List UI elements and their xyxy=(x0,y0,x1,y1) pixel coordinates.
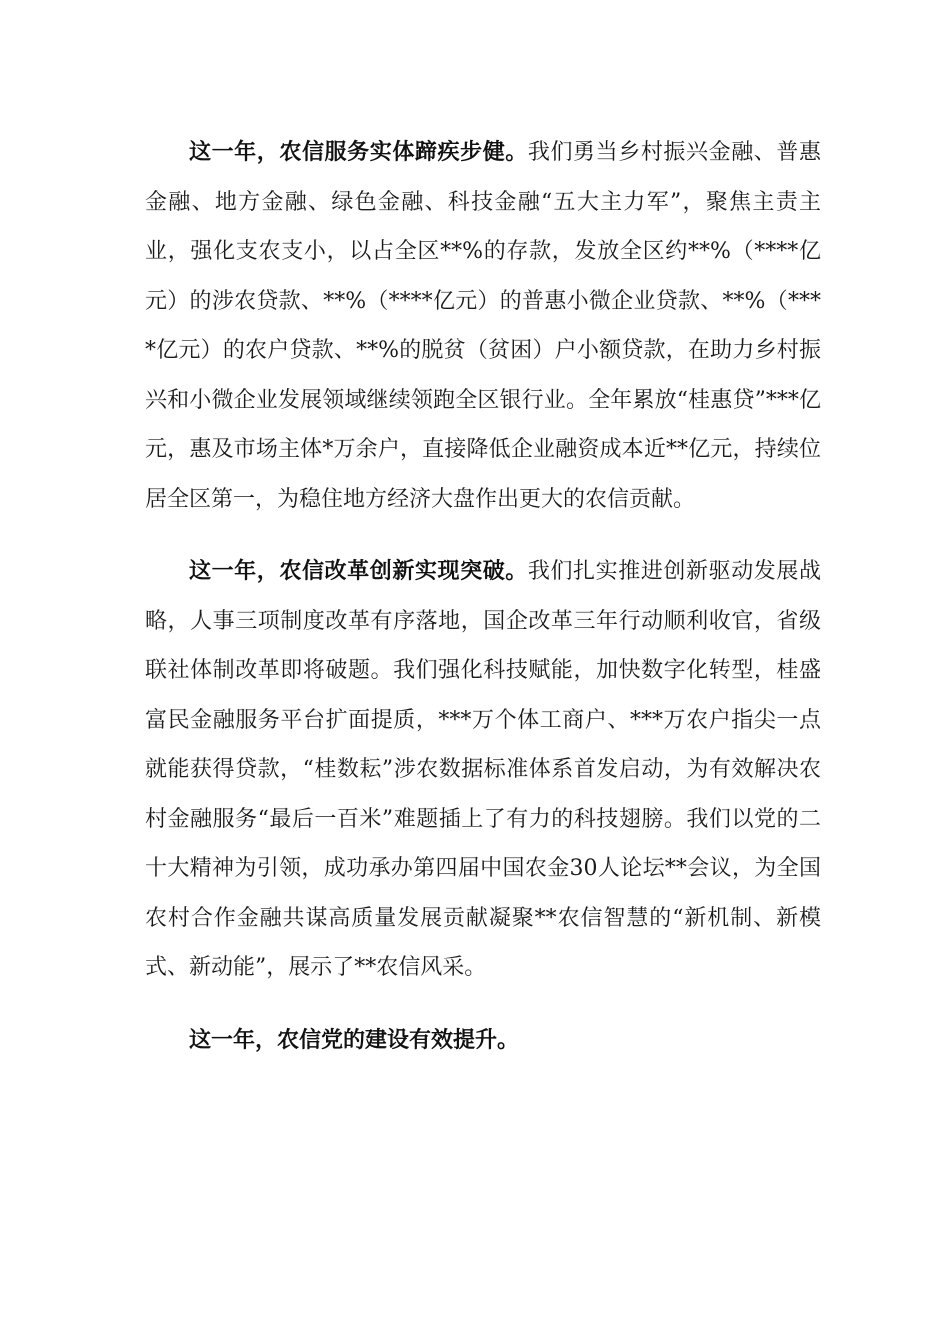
paragraph-service-economy xyxy=(145,128,821,524)
paragraph-heading: 这一年，农信服务实体蹄疾步健。 xyxy=(189,139,528,165)
paragraph-party-building xyxy=(145,1016,821,1066)
paragraph-text: 我们勇当乡村振兴金融、普惠金融、地方金融、绿色金融、科技金融“五大主力军”，聚焦主责主业，强化支农支小，以占全区**%的存款，发放全区约**%（****亿元）的涉农贷款、**%（****亿元）的普惠小微企业贷款、**%（****亿元）的农户贷款、**%的脱贫（贫困）户小额贷款，在助力乡村振兴和小微企业发展领域继续领跑全区银行业。全年累放“桂惠贷”***亿元，惠及市场主体*万余户，直接降低企业融资成本近**亿元，持续位居全区第一，为稳住地方经济大盘作出更大的农信贡献。 xyxy=(145,140,821,512)
document-body xyxy=(145,128,821,1065)
paragraph-reform-innovation xyxy=(145,547,821,993)
paragraph-heading: 这一年，农信改革创新实现突破。 xyxy=(189,558,528,584)
paragraph-text: 我们扎实推进创新驱动发展战略，人事三项制度改革有序落地，国企改革三年行动顺利收官，省级联社体制改革即将破题。我们强化科技赋能，加快数字化转型，桂盛富民金融服务平台扩面提质，***万个体工商户、***万农户指尖一点就能获得贷款，“桂数耘”涉农数据标准体系首发启动，为有效解决农村金融服务“最后一百米”难题插上了有力的科技翅膀。我们以党的二十大精神为引领，成功承办第四届中国农金30人论坛**会议，为全国农村合作金融共谋高质量发展贡献凝聚**农信智慧的“新机制、新模式、新动能”，展示了**农信风采。 xyxy=(145,559,821,980)
paragraph-heading: 这一年，农信党的建设有效提升。 xyxy=(189,1026,520,1053)
